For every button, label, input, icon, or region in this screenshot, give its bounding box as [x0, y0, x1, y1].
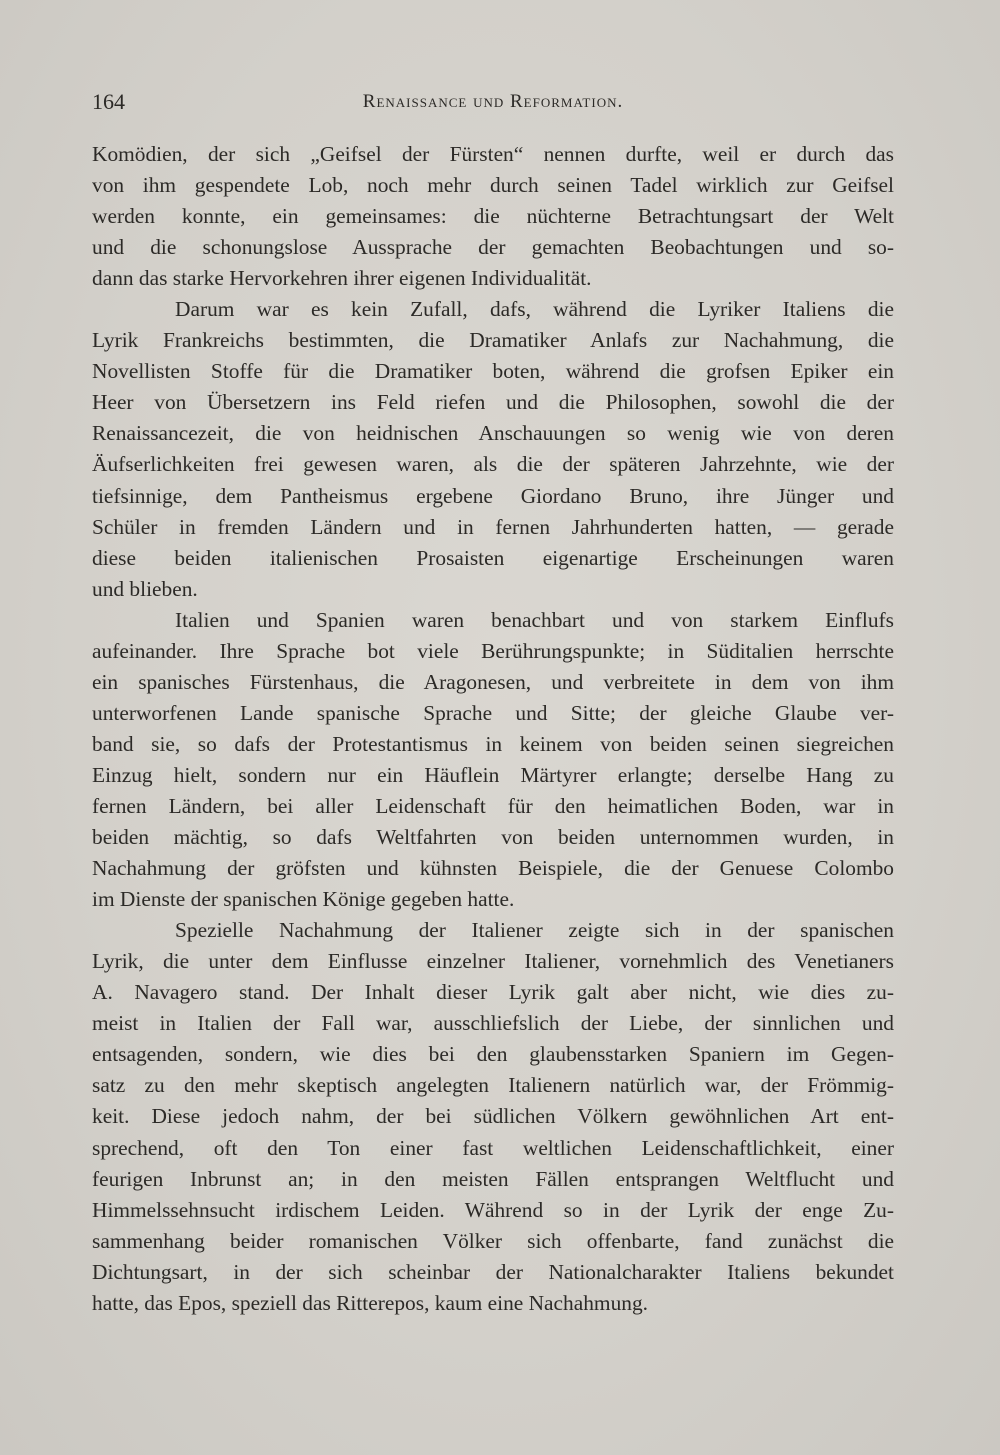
text-line: Renaissancezeit, die von heidnischen Anschauungen so wenig wie von deren	[92, 421, 894, 446]
running-head	[92, 88, 894, 116]
text-line: keit. Diese jedoch nahm, der bei südlichen Völkern gewöhnlichen Art ent-	[92, 1104, 894, 1129]
text-line: satz zu den mehr skeptisch angelegten Italienern natürlich war, der Frömmig-	[92, 1073, 894, 1098]
text-line: aufeinander. Ihre Sprache bot viele Berührungspunkte; in Süditalien herrschte	[92, 638, 894, 663]
text-line: Komödien, der sich „Geifsel der Fürsten“ nennen durfte, weil er durch das	[92, 142, 894, 166]
text-line: werden konnte, ein gemeinsames: die nüchterne Betrachtungsart der Welt	[92, 204, 894, 229]
text-line: Darum war es kein Zufall, dafs, während die Lyriker Italiens die	[175, 297, 894, 322]
text-line: fernen Ländern, bei aller Leidenschaft für den heimatlichen Boden, war in	[92, 793, 894, 818]
page-number: 164	[92, 89, 125, 114]
text-line: Himmelssehnsucht irdischem Leiden. Während so in der Lyrik der enge Zu-	[92, 1197, 894, 1222]
text-line: hatte, das Epos, speziell das Ritterepos, kaum eine Nachahmung.	[92, 1290, 648, 1315]
paragraph	[92, 915, 894, 1319]
text-line: diese beiden italienischen Prosaisten eigenartige Erscheinungen waren	[92, 545, 894, 570]
text-line: tiefsinnige, dem Pantheismus ergebene Giordano Bruno, ihre Jünger und	[92, 483, 894, 508]
text-line: Schüler in fremden Ländern und in fernen Jahrhunderten hatten, — gerade	[92, 514, 894, 539]
text-line: feurigen Inbrunst an; in den meisten Fällen entsprangen Weltflucht und	[92, 1166, 894, 1191]
body-text	[92, 139, 894, 1319]
text-line: Dichtungsart, in der sich scheinbar der Nationalcharakter Italiens bekundet	[92, 1259, 894, 1284]
text-line: Einzug hielt, sondern nur ein Häuflein Märtyrer erlangte; derselbe Hang zu	[92, 762, 894, 787]
paragraph	[92, 139, 894, 294]
text-line: Äufserlichkeiten frei gewesen waren, als die der späteren Jahrzehnte, wie der	[92, 452, 894, 477]
text-line: und die schonungslose Aussprache der gemachten Beobachtungen und so-	[92, 235, 894, 260]
text-line: unterworfenen Lande spanische Sprache und Sitte; der gleiche Glaube ver-	[92, 700, 894, 725]
text-line: entsagenden, sondern, wie dies bei den glaubensstarken Spaniern im Gegen-	[92, 1042, 894, 1067]
text-line: Novellisten Stoffe für die Dramatiker boten, während die grofsen Epiker ein	[92, 359, 894, 384]
text-line: Lyrik, die unter dem Einflusse einzelner Italiener, vornehmlich des Venetianers	[92, 949, 894, 974]
paragraph	[92, 605, 894, 915]
text-line: sammenhang beider romanischen Völker sich offenbarte, fand zunächst die	[92, 1228, 894, 1253]
text-line: und blieben.	[92, 576, 198, 601]
text-line: sprechend, oft den Ton einer fast weltlichen Leidenschaftlichkeit, einer	[92, 1135, 894, 1160]
text-line: ein spanisches Fürstenhaus, die Aragonesen, und verbreitete in dem von ihm	[92, 669, 894, 694]
text-line: im Dienste der spanischen Könige gegeben hatte.	[92, 887, 515, 912]
text-line: Lyrik Frankreichs bestimmten, die Dramatiker Anlafs zur Nachahmung, die	[92, 328, 894, 353]
text-line: meist in Italien der Fall war, ausschliefslich der Liebe, der sinnlichen und	[92, 1011, 894, 1036]
text-line: Nachahmung der gröfsten und kühnsten Beispiele, die der Genuese Colombo	[92, 856, 894, 881]
text-line: Spezielle Nachahmung der Italiener zeigte sich in der spanischen	[175, 918, 894, 943]
text-line: Italien und Spanien waren benachbart und von starkem Einflufs	[175, 607, 894, 632]
running-title: Renaissance und Reformation.	[362, 91, 624, 112]
text-line: band sie, so dafs der Protestantismus in keinem von beiden seinen siegreichen	[92, 731, 894, 756]
text-line: von ihm gespendete Lob, noch mehr durch seinen Tadel wirklich zur Geifsel	[92, 173, 894, 198]
text-line: Heer von Übersetzern ins Feld riefen und die Philosophen, sowohl die der	[92, 390, 894, 415]
text-line: beiden mächtig, so dafs Weltfahrten von beiden unternommen wurden, in	[92, 825, 894, 850]
text-line: A. Navagero stand. Der Inhalt dieser Lyrik galt aber nicht, wie dies zu-	[92, 980, 894, 1005]
text-line: dann das starke Hervorkehren ihrer eigenen Individualität.	[92, 266, 592, 291]
paragraph	[92, 294, 894, 604]
